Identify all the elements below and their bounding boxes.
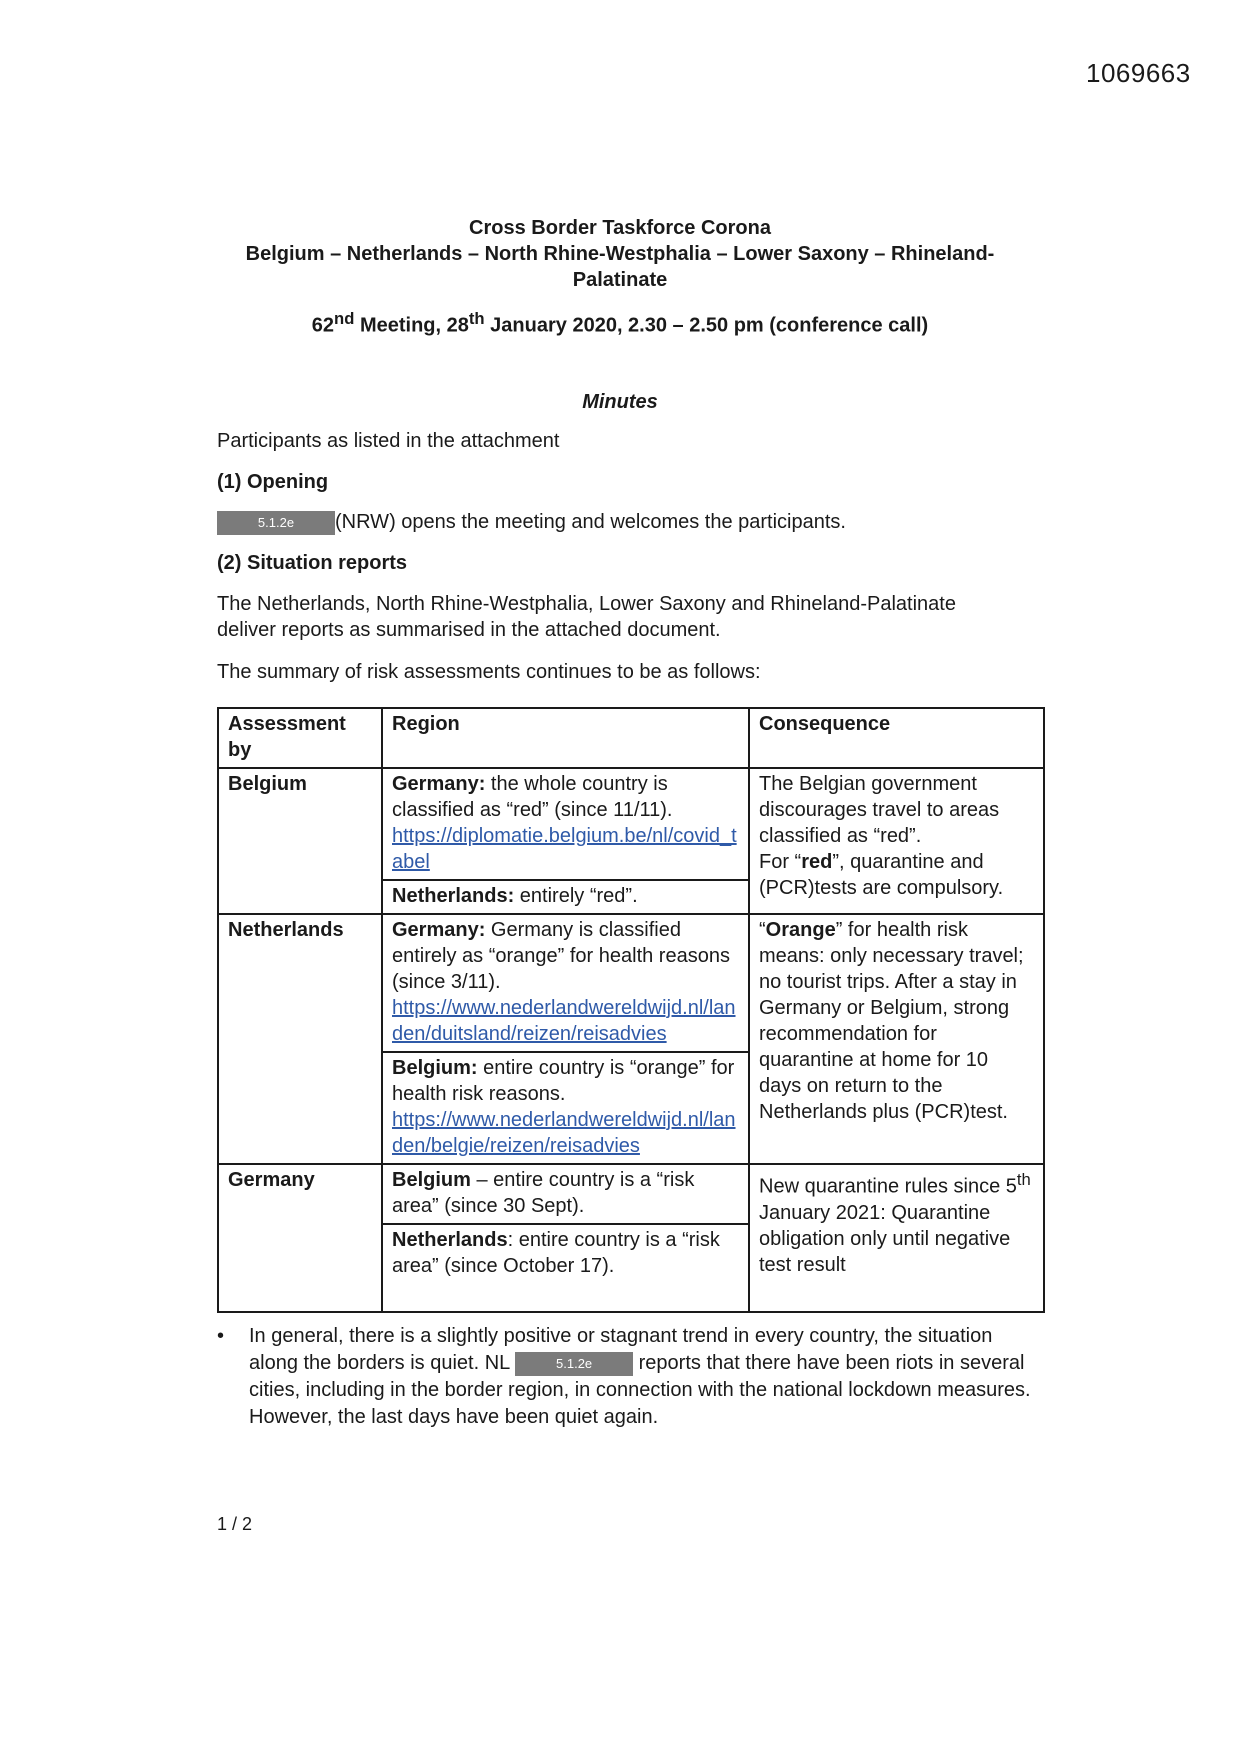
table-row — [218, 768, 1044, 880]
germany-netherlands-label: Netherlands — [392, 1229, 508, 1251]
opening-sentence: (NRW) opens the meeting and welcomes the participants. — [335, 511, 846, 533]
belgium-netherlands-text: entirely “red”. — [514, 885, 638, 907]
header-region: Region — [382, 708, 749, 768]
netherlands-consequence-cell — [749, 914, 1044, 1164]
redaction-box: 5.1.2e — [217, 511, 335, 535]
belgium-germany-text: the whole country is classified as “red” (since 11/11). — [392, 773, 673, 821]
germany-belgium-cell — [382, 1164, 749, 1224]
netherlands-consequence-prefix: “ — [759, 919, 766, 941]
netherlands-germany-link[interactable]: https://www.nederlandwereldwijd.nl/landen/duitsland/reizen/reisadvies — [392, 997, 736, 1045]
netherlands-belgium-text: entire country is “orange” for health risk reasons. — [392, 1057, 735, 1105]
germany-netherlands-text: : entire country is a “risk area” (since October 17). — [392, 1229, 720, 1277]
header-consequence: Consequence — [749, 708, 1044, 768]
meeting-date-suffix: th — [468, 309, 485, 328]
bullet-list — [217, 1323, 1037, 1431]
table-row — [218, 914, 1044, 1052]
header-title: Cross Border Taskforce Corona — [469, 217, 771, 239]
header-regions-line2: Palatinate — [572, 269, 668, 291]
redaction-box: 5.1.2e — [515, 1352, 633, 1376]
belgium-germany-label: Germany: — [392, 773, 486, 795]
section-opening-heading: (1) Opening — [217, 471, 329, 493]
participants-line: Participants as listed in the attachment — [217, 430, 560, 452]
netherlands-germany-text: Germany is classified entirely as “orange” for health reasons (since 3/11). — [392, 919, 730, 993]
netherlands-consequence-text: ” for health risk means: only necessary travel; no tourist trips. After a stay in Germany or Belgium, strong recommendation for quarantine at home for 10 days on return to the Netherlands plus (PCR)test. — [759, 919, 1024, 1123]
germany-consequence-text: New quarantine rules since 5 — [759, 1175, 1017, 1198]
belgium-germany-cell — [382, 768, 749, 880]
meeting-date-time: January 2020, 2.30 – 2.50 pm (conference call) — [484, 314, 929, 337]
belgium-consequence-text: The Belgian government discourages travel to areas classified as “red”. — [759, 773, 1000, 847]
meeting-number: 62 — [311, 314, 335, 337]
belgium-consequence-prefix: For “ — [759, 851, 802, 873]
row-label-belgium: Belgium — [218, 768, 382, 914]
situation-para-line2: deliver reports as summarised in the attached document. — [217, 619, 721, 641]
table-row — [218, 1164, 1044, 1224]
bullet-text — [249, 1323, 1037, 1431]
netherlands-consequence-orange: Orange — [765, 919, 836, 941]
risk-assessment-table — [217, 707, 1045, 1313]
germany-belgium-text: – entire country is a “risk area” (since 30 Sept). — [392, 1169, 695, 1217]
document-number: 1069663 — [1086, 58, 1191, 88]
situation-paragraph — [217, 591, 1037, 643]
meeting-line — [200, 309, 1040, 338]
netherlands-belgium-link[interactable]: https://www.nederlandwereldwijd.nl/landen/belgie/reizen/reisadvies — [392, 1109, 736, 1157]
belgium-consequence-cell — [749, 768, 1044, 914]
belgium-netherlands-cell — [382, 880, 749, 914]
header-regions-line1: Belgium – Netherlands – North Rhine-Westphalia – Lower Saxony – Rhineland- — [245, 243, 995, 265]
bullet-text-part1: In general, there is a slightly positive or stagnant trend in every country, the situation along the borders is quiet. NL — [249, 1325, 993, 1374]
opening-text — [217, 509, 846, 535]
meeting-label: Meeting, 28 — [354, 314, 469, 337]
germany-belgium-label: Belgium — [392, 1169, 471, 1191]
list-item — [217, 1323, 1037, 1431]
germany-consequence-sup: th — [1016, 1170, 1031, 1189]
row-label-germany: Germany — [218, 1164, 382, 1312]
germany-consequence-cell — [749, 1164, 1044, 1312]
netherlands-germany-label: Germany: — [392, 919, 486, 941]
situation-para-line1: The Netherlands, North Rhine-Westphalia, Lower Saxony and Rhineland-Palatinate — [217, 593, 956, 615]
netherlands-germany-cell — [382, 914, 749, 1052]
bullet-dot-icon: • — [217, 1325, 225, 1347]
germany-netherlands-cell — [382, 1224, 749, 1312]
minutes-title: Minutes — [582, 391, 658, 413]
belgium-consequence-red: red — [801, 851, 833, 873]
meeting-number-suffix: nd — [334, 309, 355, 328]
row-label-netherlands: Netherlands — [218, 914, 382, 1164]
belgium-consequence-suffix: ”, quarantine and (PCR)tests are compulsory. — [759, 851, 1004, 899]
document-header — [200, 215, 1040, 293]
section-situation-heading: (2) Situation reports — [217, 552, 408, 574]
bullet-text-part2: reports that there have been riots in several cities, including in the border region, in connection with the national lockdown measures. However, the last days have been quiet again. — [249, 1352, 1031, 1428]
netherlands-belgium-cell — [382, 1052, 749, 1164]
germany-consequence-rest: January 2021: Quarantine obligation only until negative test result — [759, 1201, 1011, 1276]
table-header-row — [218, 708, 1044, 768]
page-number: 1 / 2 — [217, 1514, 253, 1534]
netherlands-belgium-label: Belgium: — [392, 1057, 478, 1079]
summary-intro: The summary of risk assessments continues to be as follows: — [217, 661, 761, 683]
belgium-germany-link[interactable]: https://diplomatie.belgium.be/nl/covid_tabel — [392, 825, 737, 873]
header-assessment-by: Assessment by — [218, 708, 382, 768]
belgium-netherlands-label: Netherlands: — [392, 885, 515, 907]
